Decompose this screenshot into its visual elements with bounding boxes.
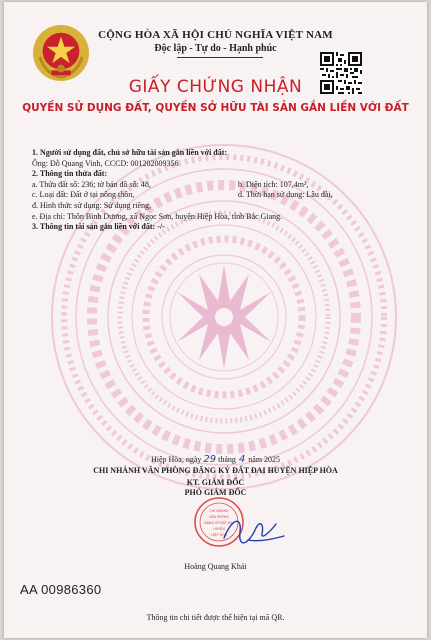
month-word: tháng: [218, 455, 236, 464]
owner-line: Ông: Đỗ Quang Vinh, CCCD: 001202009356: [32, 158, 179, 168]
qr-footer-note: Thông tin chi tiết được thể hiện tại mã QR.: [146, 613, 285, 622]
parcel-number: a. Thửa đất số: 236; tờ bản đồ số: 48,: [32, 179, 151, 189]
section2-heading: 2. Thông tin thửa đất:: [32, 169, 108, 179]
land-type: c. Loại đất: Đất ở tại nông thôn,: [32, 190, 135, 200]
stamp-line-3: ĐĂNG KÝ ĐẤT ĐAI: [204, 521, 234, 525]
issuing-agency: CHI NHÁNH VĂN PHÒNG ĐĂNG KÝ ĐẤT ĐAI HUYỆN HIỆP HÒA: [93, 466, 338, 475]
certificate-title: GIẤY CHỨNG NHẬN: [128, 77, 303, 97]
sign-month: 4: [238, 454, 246, 465]
stamp-line-2: VĂN PHÒNG: [208, 515, 230, 519]
parcel-address: e. Địa chỉ: Thôn Bình Dương, xã Ngọc Sơn, huyện Hiệp Hòa, tỉnh Bắc Giang.: [32, 211, 283, 221]
motto-underline: [177, 57, 263, 58]
year-word: năm 2025: [248, 455, 281, 464]
nation-name: CỘNG HÒA XÃ HỘI CHỦ NGHĨA VIỆT NAM: [98, 29, 333, 41]
national-motto: Độc lập - Tự do - Hạnh phúc: [154, 43, 277, 54]
parcel-row-cd: [32, 190, 412, 201]
section1-heading: 1. Người sử dụng đất, chủ sở hữu tài sản gắn liền với đất:: [32, 148, 228, 157]
deputy-director: PHÓ GIÁM ĐỐC: [184, 488, 247, 497]
signer-name: Hoàng Quang Khải: [184, 562, 247, 571]
place-date-prefix: Hiệp Hòa, ngày: [150, 455, 202, 464]
usage-form: đ. Hình thức sử dụng: Sử dụng riêng,: [32, 200, 152, 210]
handwritten-signature: [218, 510, 288, 550]
certificate-subtitle: QUYỀN SỬ DỤNG ĐẤT, QUYỀN SỞ HỮU TÀI SẢN GẮN LIỀN VỚI ĐẤT: [22, 102, 409, 114]
sign-day: 29: [203, 454, 217, 465]
stamp-line-1: CHI NHÁNH: [209, 509, 229, 513]
kt-director: KT. GIÁM ĐỐC: [186, 478, 245, 487]
stamp-line-5: HIỆP HÒA: [211, 533, 227, 537]
section3-heading: 3. Thông tin tài sản gắn liền với đất: -/-: [32, 222, 165, 232]
parcel-row-ab: [32, 180, 412, 191]
land-info-section: [32, 148, 412, 233]
stamp-line-4: HUYỆN: [213, 527, 225, 531]
place-date: [4, 454, 427, 465]
parcel-area: b. Diện tích: 107,4m²,: [238, 179, 309, 189]
serial-number: AA 00986360: [20, 582, 102, 597]
certificate-page: [4, 2, 427, 638]
usage-term: d. Thời hạn sử dụng: Lâu dài,: [238, 190, 333, 200]
